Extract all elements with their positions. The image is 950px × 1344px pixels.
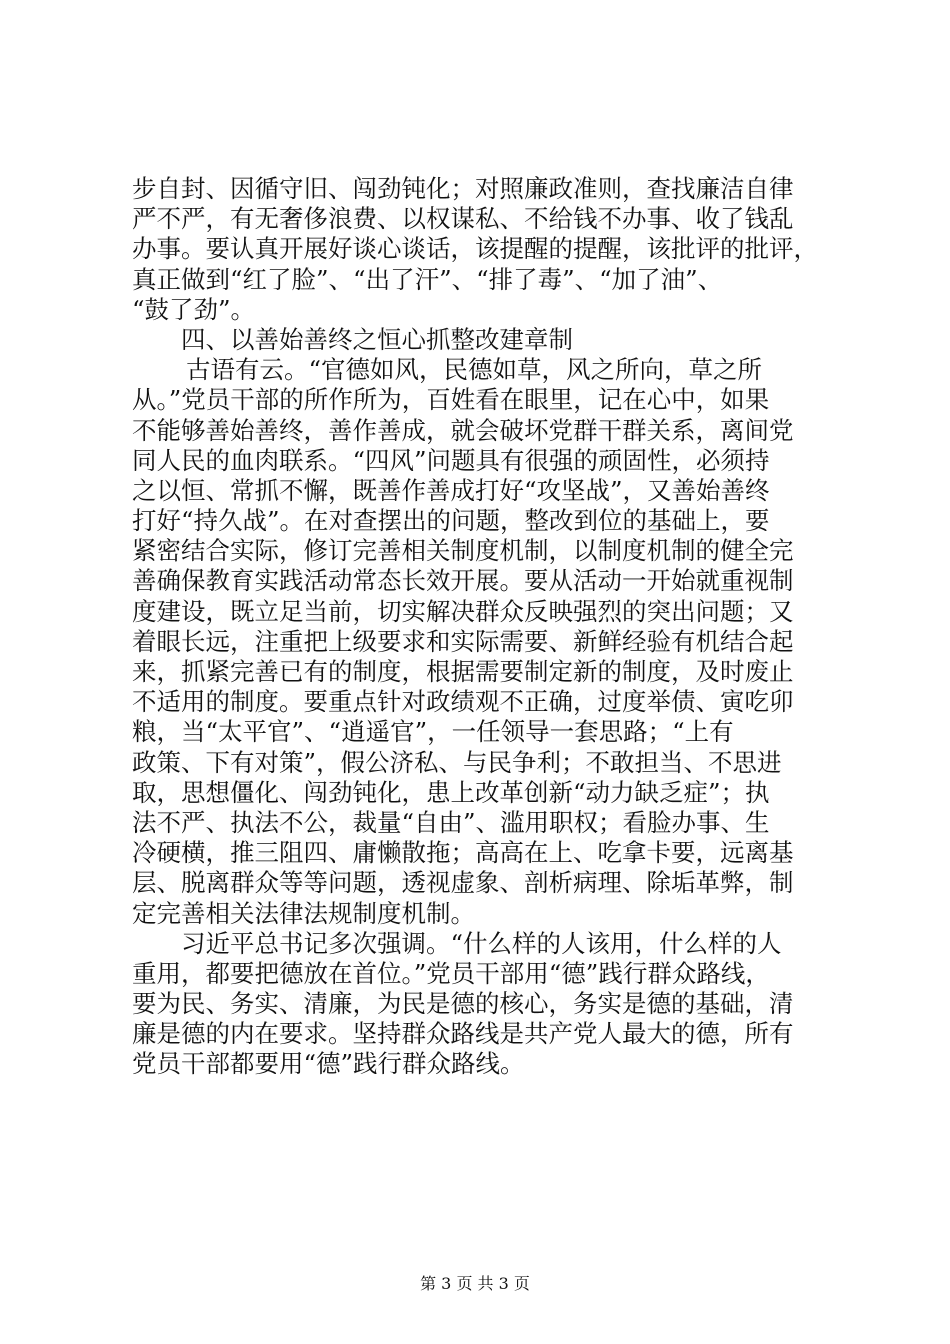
- text-line: 法不严、执法不公，裁量“自由”、滥用职权；看脸办事、生: [132, 807, 770, 837]
- text-line: 严不严，有无奢侈浪费、以权谋私、不给钱不办事、收了钱乱: [132, 204, 794, 234]
- text-line: 不能够善始善终，善作善成，就会破坏党群干群关系，离间党: [132, 415, 794, 445]
- text-line: 步自封、因循守旧、闯劲钝化；对照廉政准则，查找廉洁自律: [132, 174, 794, 203]
- text-line: 打好“持久战”。在对查摆出的问题，整改到位的基础上，要: [132, 506, 770, 536]
- text-line: 度建设，既立足当前，切实解决群众反映强烈的突出问题；又: [132, 596, 794, 626]
- text-line: 要为民、务实、清廉，为民是德的核心，务实是德的基础，清: [132, 989, 794, 1019]
- text-line: 之以恒、常抓不懈，既善作善成打好“攻坚战”，又善始善终: [132, 475, 770, 505]
- text-line: 从。”党员干部的所作所为，百姓看在眼里，记在心中，如果: [132, 385, 770, 415]
- text-line: 善确保教育实践活动常态长效开展。要从活动一开始就重视制: [132, 566, 794, 596]
- text-line: “鼓了劲”。: [132, 294, 256, 324]
- text-line: 定完善相关法律法规制度机制。: [132, 898, 475, 928]
- text-line: 古语有云。“官德如风，民德如草，风之所向，草之所: [186, 355, 763, 385]
- text-line: 党员干部都要用“德”践行群众路线。: [132, 1049, 525, 1079]
- text-line: 粮，当“太平官”、“逍遥官”，一任领导一套思路；“上有: [132, 717, 734, 747]
- document-body: [132, 174, 824, 1080]
- text-line: 紧密结合实际，修订完善相关制度机制，以制度机制的健全完: [132, 536, 794, 566]
- text-line: 来，抓紧完善已有的制度，根据需要制定新的制度，及时废止: [132, 657, 794, 686]
- page-footer: [0, 1271, 950, 1294]
- text-line: 重用，都要把德放在首位。”党员干部用“德”践行群众路线，: [132, 958, 770, 988]
- text-line: 习近平总书记多次强调。“什么样的人该用，什么样的人: [181, 928, 782, 958]
- text-line: 同人民的血肉联系。“四风”问题具有很强的顽固性，必须持: [132, 445, 770, 475]
- page-number: 第 3 页 共 3 页: [420, 1274, 530, 1293]
- text-line: 着眼长远，注重把上级要求和实际需要、新鲜经验有机结合起: [132, 626, 794, 656]
- text-line: 廉是德的内在要求。坚持群众路线是共产党人最大的德，所有: [132, 1019, 794, 1049]
- text-line: 取，思想僵化、闯劲钝化，患上改革创新“动力缺乏症”；执: [132, 777, 770, 807]
- text-line: 办事。要认真开展好谈心谈话，该提醒的提醒，该批评的批评，: [132, 234, 818, 264]
- text-line: 冷硬横，推三阻四、庸懒散拖；高高在上、吃拿卡要，远离基: [132, 838, 794, 868]
- text-line: 不适用的制度。要重点针对政绩观不正确，过度举债、寅吃卯: [132, 687, 794, 717]
- text-line: 真正做到“红了脸”、“出了汗”、“排了毒”、“加了油”、: [132, 264, 723, 294]
- text-line: 层、脱离群众等等问题，透视虚象、剖析病理、除垢革弊，制: [132, 868, 794, 898]
- section-heading: 四、以善始善终之恒心抓整改建章制: [181, 324, 573, 354]
- text-line: 政策、下有对策”，假公济私、与民争利；不敢担当、不思进: [132, 747, 782, 777]
